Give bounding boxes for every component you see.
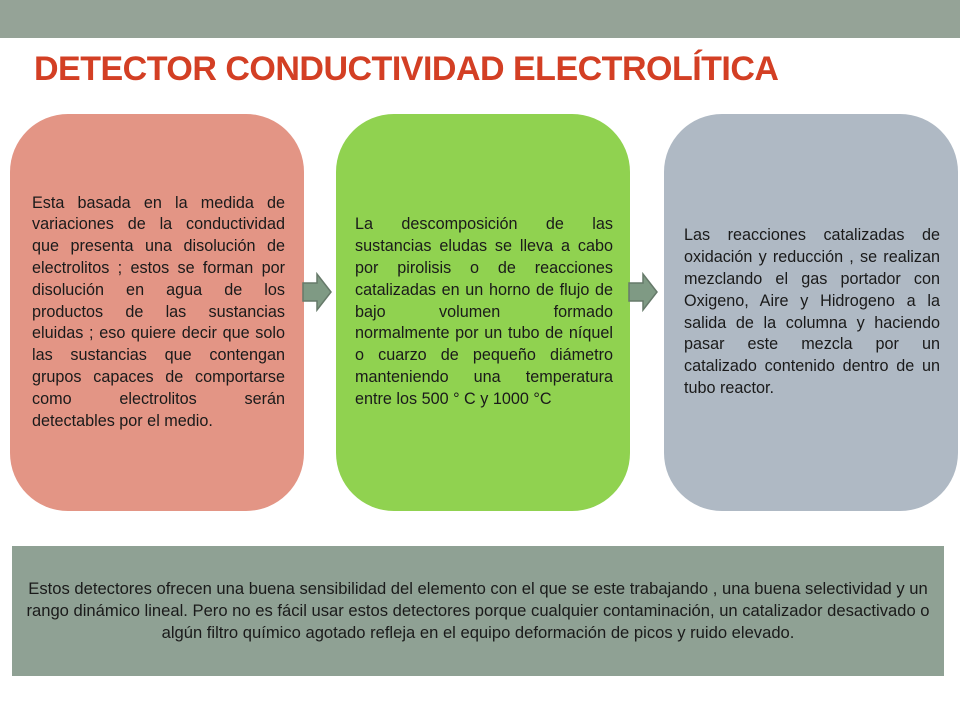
step-box-catalyzed-reactions bbox=[664, 114, 958, 511]
step-box-decomposition bbox=[336, 114, 630, 511]
step-text: La descomposición de las sustancias eludas se lleva a cabo por pirolisis o de reacciones catalizadas en un horno de flujo de bajo volumen formado normalmente por un tubo de níquel o cuarzo de pequeño diámetro manteniendo una temperatura entre los 500 ° C y 1000 °C bbox=[355, 215, 613, 408]
slide-title: DETECTOR CONDUCTIVIDAD ELECTROLÍTICA bbox=[34, 50, 779, 88]
step-box-conductivity-basis bbox=[10, 114, 304, 511]
step-text: Esta basada en la medida de variaciones de la conductividad que presenta una disolución de electrolitos ; estos se forman por disolución en agua de los productos de las sustancias eluidas ; eso quiere decir que solo las sustancias que contengan grupos capaces de comportarse como electrolitos serán detectables por el medio. bbox=[32, 193, 285, 430]
step-text: Las reacciones catalizadas de oxidación y reducción , se realizan mezclando el gas portador con Oxigeno, Aire y Hidrogeno a la salida de la columna y haciendo pasar este mezcla por un catalizado contenido dentro de un tubo reactor. bbox=[684, 226, 940, 397]
summary-box bbox=[12, 546, 944, 676]
arrow-right-icon bbox=[628, 272, 658, 312]
arrow-right-icon bbox=[302, 272, 332, 312]
top-banner bbox=[0, 0, 960, 38]
summary-text: Estos detectores ofrecen una buena sensibilidad del elemento con el que se este trabajando , una buena selectividad y un rango dinámico lineal. Pero no es fácil usar estos detectores porque cualquier contaminación, un catalizador desactivado o algún filtro químico agotado refleja en el equipo deformación de picos y ruido elevado. bbox=[26, 579, 930, 642]
